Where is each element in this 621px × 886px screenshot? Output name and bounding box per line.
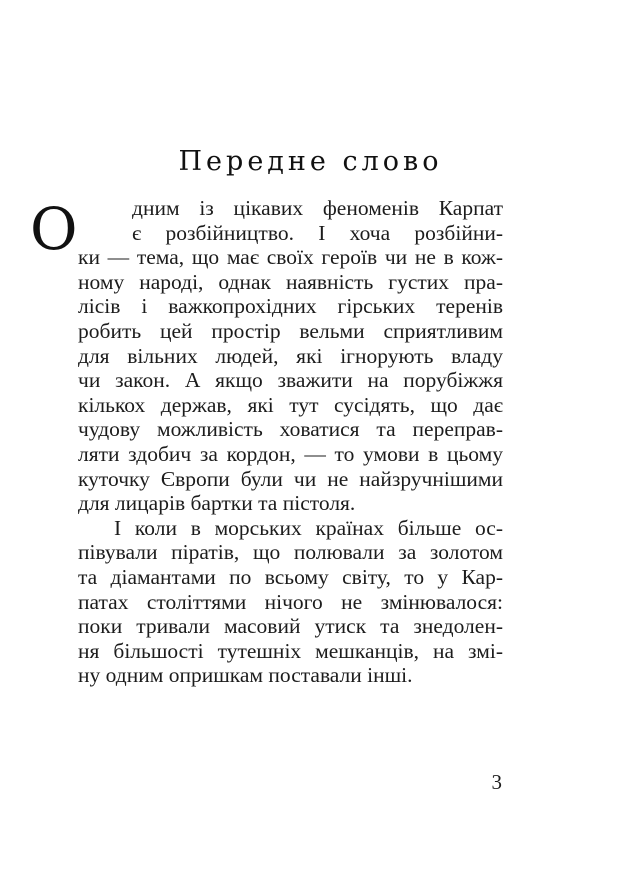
text-line: та діамантами по всьому світу, то у Кар-	[78, 564, 503, 589]
text-line: ну одним опришкам поставали інші.	[78, 663, 413, 688]
text-line: півували піратів, що полювали за золотом	[78, 540, 503, 565]
text-line: ному народі, однак наявність густих пра-	[78, 269, 503, 294]
drop-cap: О	[30, 195, 78, 263]
text-line: ня більшості тутешніх мешканців, на змі-	[78, 638, 503, 663]
text-line: чудову можливість ховатися та переправ-	[78, 417, 503, 442]
text-line: куточку Європи були чи не найзручнішими	[78, 466, 503, 491]
text-line: ляти здобич за кордон, — то умови в цьому	[78, 441, 503, 466]
text-line: лісів і важкопрохідних гірських теренів	[78, 294, 503, 319]
text-line: ки — тема, що має своїх героїв чи не в кож-	[78, 245, 503, 270]
text-line: чи закон. А якщо зважити на порубіжжя	[78, 368, 503, 393]
page-title: Передне слово	[178, 146, 443, 177]
text-line: для вільних людей, які ігнорують владу	[78, 343, 503, 368]
body-text	[78, 196, 503, 688]
text-line: патах століттями нічого не змінювалося:	[78, 589, 503, 614]
text-line: І коли в морських країнах більше ос-	[114, 515, 503, 540]
text-line: дним із цікавих феноменів Карпат	[132, 196, 503, 220]
text-line: робить цей простір вельми сприятливим	[78, 318, 503, 343]
page-number: 3	[491, 770, 502, 794]
text-line: поки тривали масовий утиск та знедолен-	[78, 614, 503, 639]
text-line: є розбійництво. І хоча розбійни-	[132, 220, 503, 245]
text-line: для лицарів бартки та пістоля.	[78, 491, 356, 516]
text-line: кількох держав, які тут сусідять, що дає	[78, 392, 503, 417]
